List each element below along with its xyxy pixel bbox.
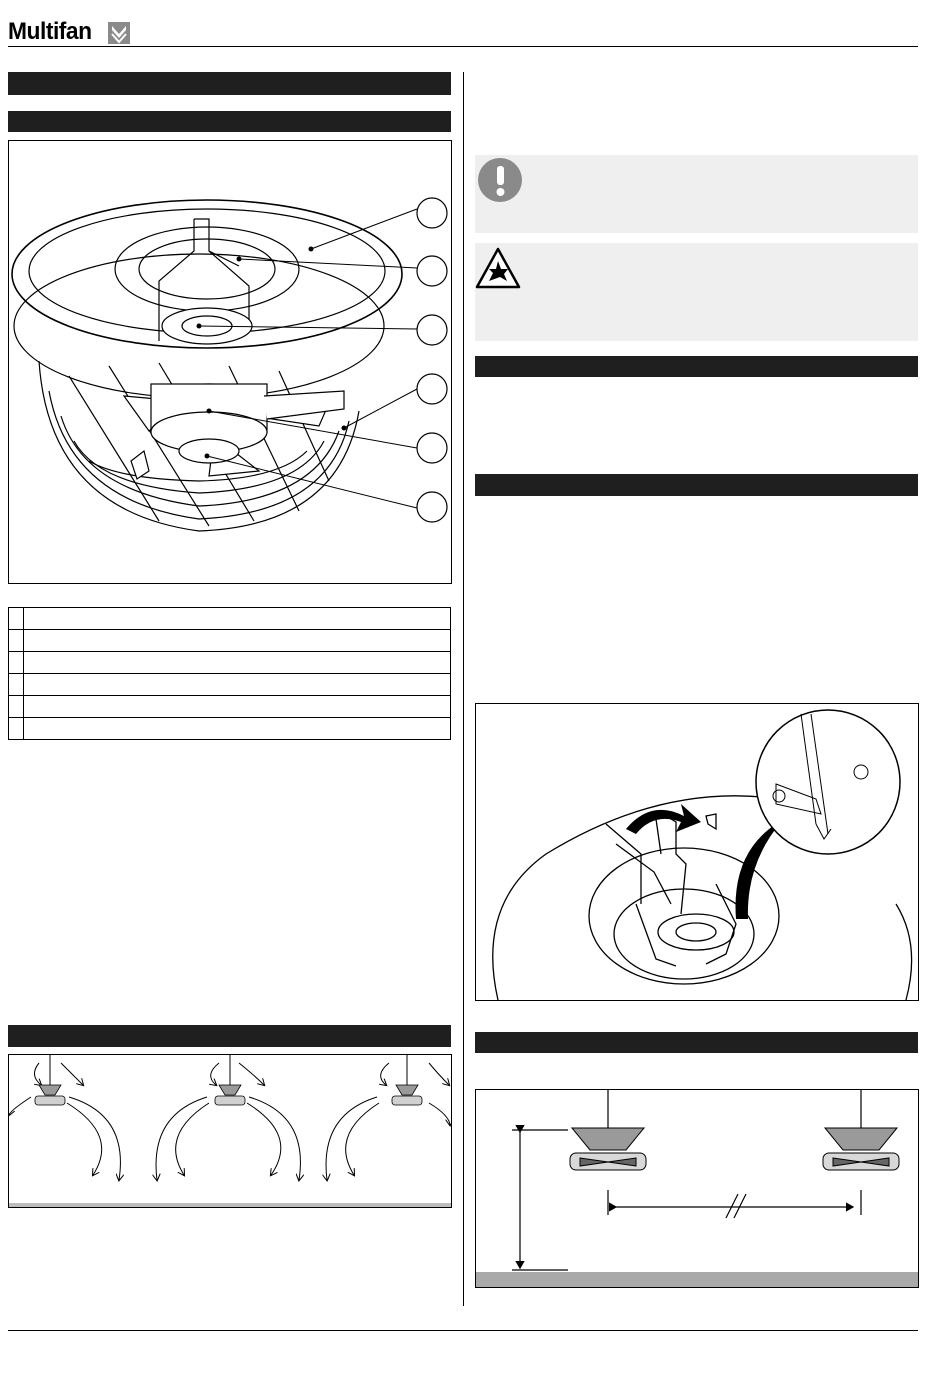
- legend-row: [9, 652, 451, 674]
- brand-arrow-icon: [108, 22, 130, 44]
- legend-row: [9, 608, 451, 630]
- callout-1: [417, 198, 447, 228]
- column-divider: [463, 72, 464, 1306]
- explosion-warning-icon: [475, 247, 521, 289]
- bracket-mounting-figure: [475, 703, 919, 1001]
- section-bar-airflow: [8, 1025, 451, 1047]
- fan-overview-figure: [8, 140, 452, 584]
- section-bar-spacing: [475, 1032, 918, 1053]
- callout-3: [417, 315, 447, 345]
- explosion-warning-notice: [475, 243, 918, 341]
- brand-logo: Multifan: [8, 18, 92, 45]
- component-legend-table: [8, 607, 451, 740]
- legend-row: [9, 674, 451, 696]
- callout-5: [417, 433, 447, 463]
- important-notice: [475, 155, 918, 233]
- exclamation-icon: [477, 157, 523, 203]
- legend-row: [9, 696, 451, 718]
- callout-6: [417, 492, 447, 522]
- header-rule: [8, 46, 918, 47]
- section-bar-overview: [8, 72, 451, 95]
- callout-4: [417, 374, 447, 404]
- section-bar-right-2: [475, 474, 918, 496]
- legend-row: [9, 630, 451, 652]
- callout-2: [417, 256, 447, 286]
- fan-spacing-figure: [475, 1089, 919, 1288]
- legend-row: [9, 718, 451, 740]
- section-bar-right-1: [475, 356, 918, 377]
- footer-rule: [8, 1330, 918, 1331]
- fan-drawing: [9, 141, 451, 583]
- airflow-figure: [8, 1054, 452, 1208]
- section-bar-components: [8, 111, 451, 132]
